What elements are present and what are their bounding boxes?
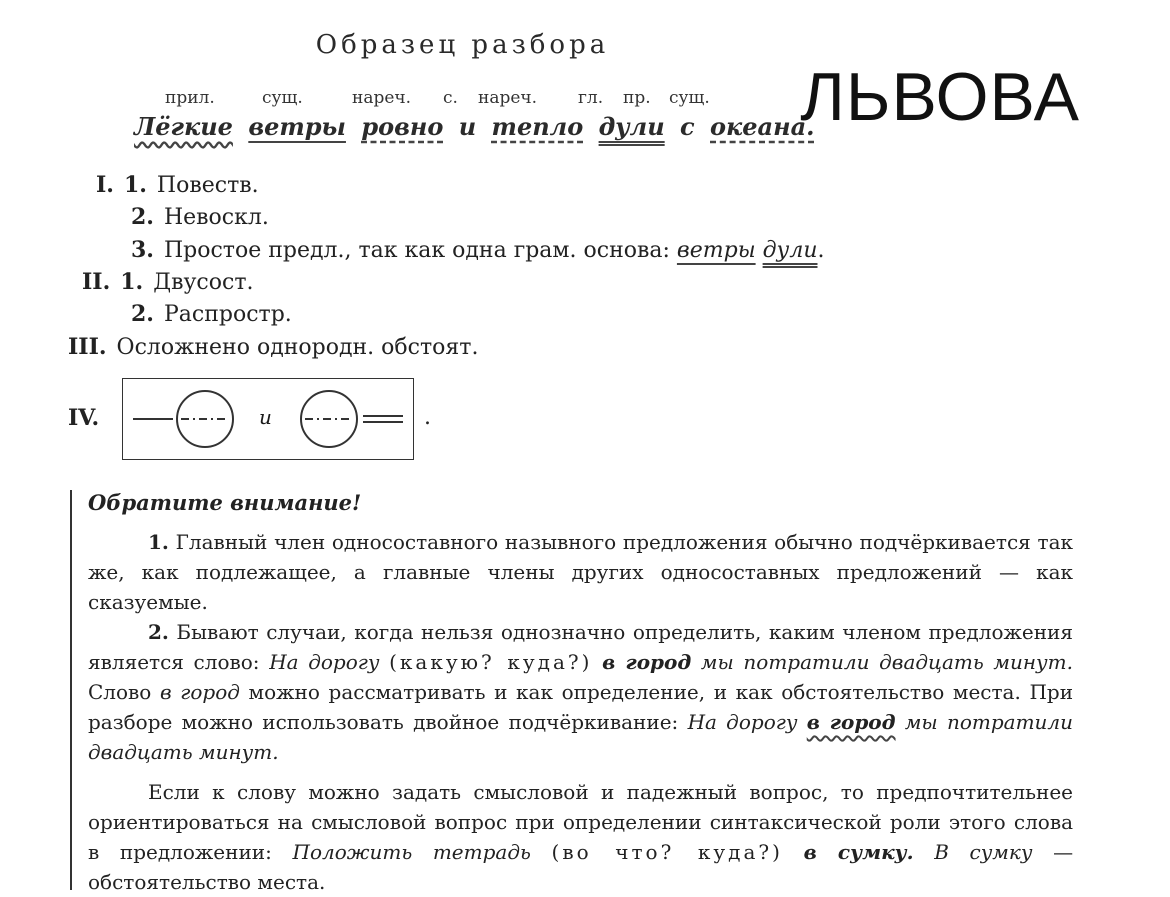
analysis-text: Осложнено однородн. обстоят. — [116, 335, 479, 360]
pos-label: нареч. — [352, 88, 412, 108]
analysis-text: Невоскл. — [163, 205, 269, 230]
scheme-conjunction: и — [259, 405, 272, 429]
roman-numeral: II. — [82, 269, 111, 295]
example-text: На дорогу — [269, 650, 380, 674]
basis-predicate: дули — [762, 238, 818, 263]
watermark-text: ЛЬВОВА — [800, 59, 1080, 135]
note-text: Бывают случаи, когда нельзя однозначно определить, каким членом предложения является слово: — [88, 620, 1073, 674]
note-border — [70, 490, 72, 890]
sample-word: Лёгкие — [134, 112, 233, 141]
example-text: мы потратили двадцать минут. — [88, 710, 1074, 764]
analysis-line — [68, 334, 478, 360]
note-paragraph-2 — [88, 617, 1073, 767]
analysis-line — [96, 172, 259, 198]
analysis-line — [131, 301, 292, 327]
item-number: 1. — [120, 269, 144, 295]
analysis-text: Простое предл., так как одна грам. основа: — [163, 238, 670, 263]
pos-label: гл. — [578, 88, 604, 108]
roman-numeral: III. — [68, 334, 107, 360]
question-text: (какую? куда?) — [389, 650, 593, 674]
analysis-line — [131, 237, 825, 263]
pos-label: с. — [443, 88, 458, 108]
period: . — [424, 405, 431, 430]
period: . — [817, 238, 825, 263]
note-text: — обстоятельство места. — [88, 840, 1074, 894]
analysis-text: Распростр. — [163, 302, 292, 327]
note-text: Слово — [88, 680, 152, 704]
analysis-line — [131, 204, 269, 230]
sample-sentence — [134, 112, 821, 141]
note-text: Если к слову можно задать смысловой и падежный вопрос, то предпочтительнее ориентироваться на смысловой вопрос при определении синтаксической роли этого слова в предложении: — [88, 780, 1073, 864]
sample-word: океана. — [710, 112, 815, 141]
sample-word: дули — [598, 112, 665, 141]
analysis-text: Двусост. — [153, 270, 254, 295]
item-number: 1. — [123, 172, 147, 198]
example-bold: в сумку. — [803, 840, 914, 864]
question-text: (во что? куда?) — [551, 840, 783, 864]
pos-label: нареч. — [478, 88, 538, 108]
analysis-line — [82, 269, 254, 295]
sample-word: тепло — [491, 112, 584, 141]
sample-word: и — [458, 112, 477, 141]
sentence-scheme — [122, 378, 414, 460]
note-text: можно рассматривать и как определение, и как обстоятельство места. При разборе можно использовать двойное подчёркивание: — [88, 680, 1074, 734]
pos-label: сущ. — [669, 88, 710, 108]
example-text: В сумку — [934, 840, 1033, 864]
note-heading: Обратите внимание! — [88, 490, 362, 515]
pos-label: прил. — [165, 88, 215, 108]
pos-label: сущ. — [262, 88, 303, 108]
sample-word: ветры — [248, 112, 346, 141]
page-title: Образец разбора — [315, 30, 610, 60]
example-text: мы потратили двадцать минут. — [700, 650, 1073, 674]
basis-subject: ветры — [676, 238, 756, 263]
example-bold: в город — [602, 650, 692, 674]
sample-word: с — [680, 112, 695, 141]
pos-label: пр. — [623, 88, 651, 108]
example-text: Положить тетрадь — [292, 840, 531, 864]
example-bold: в город — [806, 710, 896, 734]
item-number: 3. — [131, 237, 154, 263]
item-number: 2. — [131, 301, 154, 327]
item-number: 2. — [148, 620, 169, 644]
note-text: Главный член односоставного назывного предложения обычно подчёркивается так же, как подлежащее, а главные члены других односоставных предложений — как сказуемые. — [88, 530, 1073, 614]
item-number: 2. — [131, 204, 154, 230]
example-text: в город — [159, 680, 240, 704]
roman-numeral: IV. — [68, 405, 100, 431]
analysis-text: Повеств. — [156, 173, 259, 198]
note-paragraph-1 — [88, 527, 1073, 617]
item-number: 1. — [148, 530, 169, 554]
note-paragraph-3 — [88, 777, 1073, 897]
example-text: На дорогу — [687, 710, 798, 734]
roman-numeral: I. — [96, 172, 114, 198]
sample-word: ровно — [361, 112, 444, 141]
